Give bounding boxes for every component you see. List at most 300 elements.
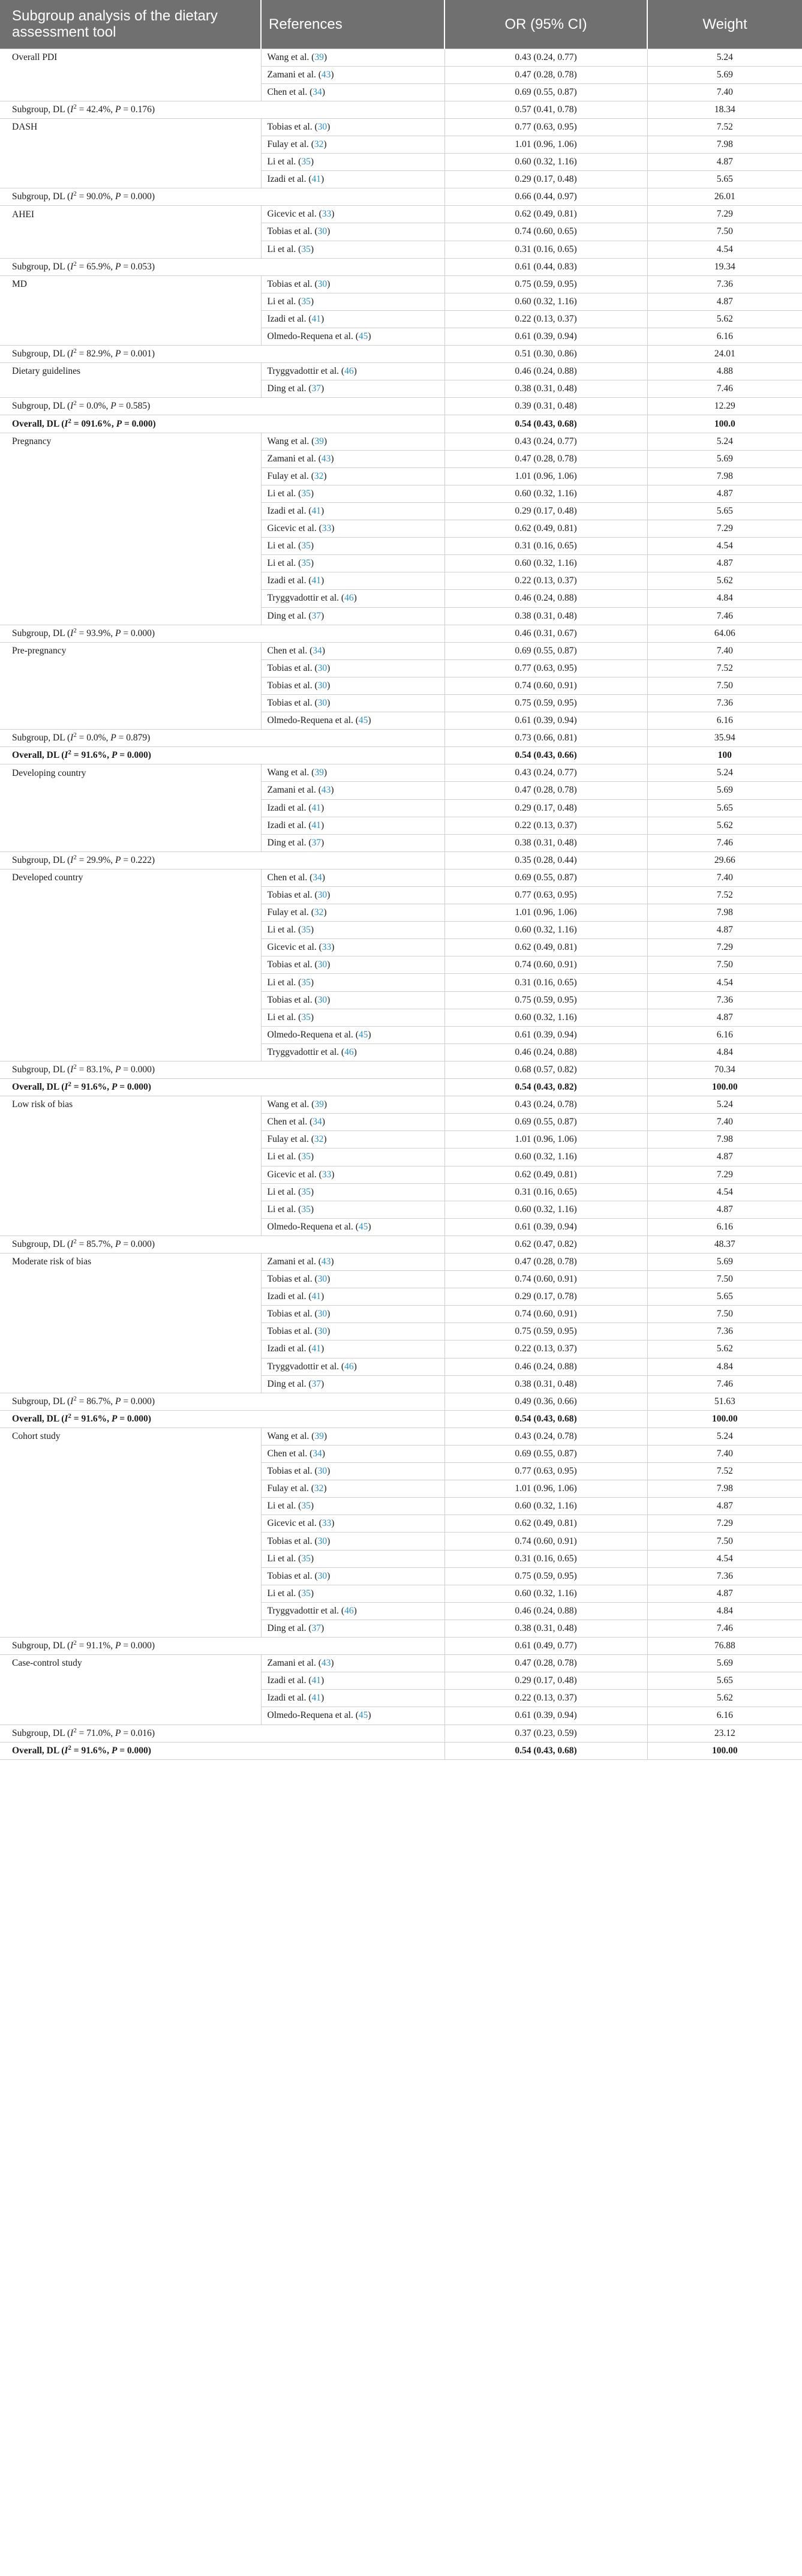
subgroup-summary-label: Subgroup, DL ($I^2 = 71.0\%$, P = 0.016) — [0, 1725, 444, 1742]
reference-link[interactable]: 34 — [313, 86, 322, 97]
reference-link[interactable]: 39 — [314, 1099, 324, 1110]
reference-author: Izadi et al. — [267, 1344, 307, 1354]
reference-author: Zamani et al. — [267, 69, 316, 80]
reference-cell — [261, 485, 444, 502]
odds-ratio-cell: 0.37 (0.23, 0.59) — [444, 1725, 647, 1742]
reference-link[interactable]: 35 — [301, 541, 311, 551]
subgroup-label-empty — [0, 223, 261, 241]
reference-paren: ( — [339, 1046, 345, 1057]
reference-link[interactable]: 43 — [321, 453, 331, 464]
reference-author: Li et al. — [267, 296, 296, 307]
reference-link[interactable]: 46 — [344, 1605, 354, 1616]
reference-paren: ) — [310, 488, 314, 499]
reference-cell — [261, 782, 444, 799]
odds-ratio-cell: 0.74 (0.60, 0.91) — [444, 956, 647, 974]
reference-link[interactable]: 41 — [311, 820, 322, 830]
subgroup-label: Pre-pregnancy — [0, 642, 261, 659]
reference-link[interactable]: 35 — [301, 296, 311, 307]
reference-link[interactable]: 45 — [358, 331, 368, 342]
reference-paren: ( — [312, 1326, 318, 1337]
table-row — [0, 834, 802, 851]
reference-cell — [261, 956, 444, 974]
reference-link[interactable]: 32 — [314, 1483, 324, 1494]
reference-link[interactable]: 30 — [317, 680, 328, 691]
reference-cell — [261, 1009, 444, 1026]
reference-link[interactable]: 35 — [301, 1186, 311, 1197]
reference-paren: ( — [296, 157, 302, 167]
reference-cell — [261, 1480, 444, 1498]
table-row — [0, 904, 802, 922]
reference-author: Tobias et al. — [267, 890, 313, 901]
reference-link[interactable]: 30 — [317, 226, 328, 237]
reference-link[interactable]: 35 — [301, 244, 311, 254]
reference-link[interactable]: 33 — [322, 209, 332, 220]
odds-ratio-cell: 0.38 (0.31, 0.48) — [444, 1620, 647, 1637]
reference-paren: ( — [307, 86, 313, 97]
subgroup-summary-row — [0, 625, 802, 642]
reference-link[interactable]: 30 — [317, 1536, 328, 1546]
reference-cell — [261, 799, 444, 817]
reference-link[interactable]: 43 — [321, 69, 331, 80]
reference-author: Zamani et al. — [267, 453, 316, 464]
reference-link[interactable]: 37 — [311, 1623, 322, 1633]
weight-cell: 7.40 — [647, 869, 802, 886]
reference-link[interactable]: 32 — [314, 1134, 324, 1145]
reference-author: Wang et al. — [267, 767, 310, 778]
reference-author: Tobias et al. — [267, 1326, 313, 1337]
reference-paren: ) — [331, 209, 335, 220]
reference-author: Tryggvadottir et al. — [267, 366, 340, 377]
reference-link[interactable]: 45 — [358, 715, 368, 726]
reference-paren: ( — [296, 296, 302, 307]
table-row — [0, 607, 802, 625]
reference-paren: ) — [323, 470, 327, 481]
reference-link[interactable]: 30 — [317, 890, 328, 901]
reference-link[interactable]: 37 — [311, 837, 322, 848]
reference-author: Li et al. — [267, 541, 296, 551]
weight-cell: 4.87 — [647, 293, 802, 310]
reference-author: Izadi et al. — [267, 1291, 307, 1302]
weight-cell: 5.69 — [647, 1253, 802, 1270]
odds-ratio-cell: 0.22 (0.13, 0.37) — [444, 572, 647, 590]
reference-link[interactable]: 35 — [301, 1553, 311, 1564]
reference-author: Zamani et al. — [267, 1256, 316, 1267]
reference-paren: ( — [316, 1256, 322, 1267]
table-row — [0, 1550, 802, 1567]
weight-cell: 7.36 — [647, 1323, 802, 1341]
reference-cell — [261, 1183, 444, 1201]
weight-cell: 12.29 — [647, 398, 802, 415]
reference-paren: ) — [331, 523, 335, 534]
reference-cell — [261, 118, 444, 136]
reference-author: Izadi et al. — [267, 1693, 307, 1704]
reference-link[interactable]: 34 — [313, 1117, 322, 1127]
weight-cell: 7.98 — [647, 904, 802, 922]
subgroup-label: Developing country — [0, 764, 261, 782]
reference-author: Izadi et al. — [267, 174, 307, 185]
table-row — [0, 1533, 802, 1550]
subgroup-summary-label: Subgroup, DL ($I^2 = 93.9\%$, P = 0.000) — [0, 625, 444, 642]
odds-ratio-cell: 0.61 (0.49, 0.77) — [444, 1638, 647, 1655]
weight-cell: 5.65 — [647, 1288, 802, 1306]
reference-link[interactable]: 30 — [317, 994, 328, 1005]
reference-author: Tobias et al. — [267, 662, 313, 673]
weight-cell: 100.0 — [647, 415, 802, 433]
reference-link[interactable]: 45 — [358, 1221, 368, 1232]
odds-ratio-cell: 0.29 (0.17, 0.48) — [444, 799, 647, 817]
odds-ratio-cell: 0.66 (0.44, 0.97) — [444, 188, 647, 206]
reference-link[interactable]: 39 — [314, 767, 324, 778]
odds-ratio-cell: 0.60 (0.32, 1.16) — [444, 1585, 647, 1602]
reference-paren: ) — [310, 1204, 314, 1214]
odds-ratio-cell: 0.54 (0.43, 0.68) — [444, 1410, 647, 1428]
reference-link[interactable]: 43 — [321, 1658, 331, 1669]
odds-ratio-cell: 0.46 (0.24, 0.88) — [444, 1602, 647, 1620]
subgroup-label-empty — [0, 1446, 261, 1463]
reference-link[interactable]: 30 — [317, 698, 328, 709]
reference-paren: ( — [309, 436, 315, 446]
subgroup-label-empty — [0, 572, 261, 590]
subgroup-summary-row — [0, 1235, 802, 1253]
reference-link[interactable]: 30 — [317, 1309, 328, 1320]
subgroup-label-empty — [0, 328, 261, 346]
reference-paren: ) — [323, 1483, 327, 1494]
table-row — [0, 1306, 802, 1323]
odds-ratio-cell: 0.47 (0.28, 0.78) — [444, 1253, 647, 1270]
weight-cell: 7.50 — [647, 956, 802, 974]
reference-author: Izadi et al. — [267, 820, 307, 830]
odds-ratio-cell: 0.31 (0.16, 0.65) — [444, 538, 647, 555]
reference-link[interactable]: 30 — [317, 1570, 328, 1581]
table-row — [0, 1375, 802, 1393]
table-row — [0, 223, 802, 241]
odds-ratio-cell: 0.77 (0.63, 0.95) — [444, 118, 647, 136]
reference-link[interactable]: 46 — [344, 1046, 354, 1057]
odds-ratio-cell: 1.01 (0.96, 1.06) — [444, 467, 647, 485]
odds-ratio-cell: 0.60 (0.32, 1.16) — [444, 293, 647, 310]
subgroup-label-empty — [0, 1166, 261, 1183]
reference-author: Fulay et al. — [267, 907, 309, 918]
reference-cell — [261, 1620, 444, 1637]
weight-cell: 5.62 — [647, 572, 802, 590]
reference-link[interactable]: 41 — [311, 1344, 322, 1354]
reference-link[interactable]: 41 — [311, 1693, 322, 1704]
reference-author: Tryggvadottir et al. — [267, 1361, 340, 1372]
reference-link[interactable]: 35 — [301, 1151, 311, 1162]
reference-link[interactable]: 46 — [344, 1361, 354, 1372]
reference-author: Chen et al. — [267, 1117, 308, 1127]
reference-cell — [261, 1533, 444, 1550]
subgroup-summary-row — [0, 101, 802, 118]
reference-link[interactable]: 46 — [344, 593, 354, 604]
reference-cell — [261, 1358, 444, 1375]
reference-link[interactable]: 35 — [301, 558, 311, 569]
reference-link[interactable]: 43 — [321, 785, 331, 796]
table-row — [0, 939, 802, 956]
odds-ratio-cell: 0.47 (0.28, 0.78) — [444, 450, 647, 467]
subgroup-label-empty — [0, 974, 261, 991]
reference-paren: ) — [323, 1134, 327, 1145]
reference-link[interactable]: 33 — [322, 1518, 332, 1529]
reference-paren: ( — [306, 1693, 312, 1704]
reference-link[interactable]: 41 — [311, 1675, 322, 1686]
reference-link[interactable]: 41 — [311, 1291, 322, 1302]
table-row — [0, 1271, 802, 1288]
reference-paren: ) — [323, 1431, 327, 1441]
weight-cell: 5.62 — [647, 1690, 802, 1707]
reference-link[interactable]: 39 — [314, 52, 324, 62]
reference-link[interactable]: 33 — [322, 942, 332, 953]
reference-link[interactable]: 35 — [301, 1204, 311, 1214]
reference-link[interactable]: 41 — [311, 313, 322, 324]
reference-link[interactable]: 33 — [322, 1169, 332, 1180]
weight-cell: 4.84 — [647, 1602, 802, 1620]
reference-author: Chen et al. — [267, 1449, 308, 1459]
weight-cell: 4.54 — [647, 1183, 802, 1201]
subgroup-label-empty — [0, 1480, 261, 1498]
reference-paren: ) — [310, 244, 314, 254]
reference-link[interactable]: 30 — [317, 1466, 328, 1477]
reference-link[interactable]: 35 — [301, 925, 311, 935]
reference-author: Fulay et al. — [267, 1134, 309, 1145]
reference-author: Li et al. — [267, 244, 296, 254]
reference-link[interactable]: 35 — [301, 1588, 311, 1599]
reference-author: Olmedo-Requena et al. — [267, 715, 353, 726]
subgroup-summary-label: Subgroup, DL ($I^2 = 85.7\%$, P = 0.000) — [0, 1235, 444, 1253]
reference-cell — [261, 922, 444, 939]
subgroup-label-empty — [0, 1288, 261, 1306]
reference-link[interactable]: 41 — [311, 505, 322, 516]
weight-cell: 4.87 — [647, 1009, 802, 1026]
reference-link[interactable]: 34 — [313, 872, 322, 883]
subgroup-label-empty — [0, 1043, 261, 1061]
table-row — [0, 171, 802, 188]
reference-cell — [261, 677, 444, 694]
reference-paren: ( — [308, 907, 314, 918]
reference-paren: ( — [309, 52, 315, 62]
odds-ratio-cell: 0.77 (0.63, 0.95) — [444, 1463, 647, 1480]
weight-cell: 100 — [647, 747, 802, 764]
reference-author: Li et al. — [267, 977, 296, 988]
subgroup-label: Moderate risk of bias — [0, 1253, 261, 1270]
reference-link[interactable]: 43 — [321, 1256, 331, 1267]
subgroup-summary-label: Subgroup, DL ($I^2 = 82.9\%$, P = 0.001) — [0, 346, 444, 363]
reference-paren: ( — [306, 1675, 312, 1686]
reference-author: Izadi et al. — [267, 1675, 307, 1686]
table-row — [0, 1690, 802, 1707]
reference-cell — [261, 939, 444, 956]
reference-link[interactable]: 45 — [358, 1710, 368, 1721]
subgroup-label-empty — [0, 939, 261, 956]
reference-paren: ) — [327, 959, 331, 970]
reference-cell — [261, 538, 444, 555]
table-row — [0, 136, 802, 153]
weight-cell: 48.37 — [647, 1235, 802, 1253]
reference-link[interactable]: 37 — [311, 1378, 322, 1389]
reference-paren: ) — [321, 313, 325, 324]
weight-cell: 4.87 — [647, 922, 802, 939]
reference-link[interactable]: 35 — [301, 1012, 311, 1022]
reference-cell — [261, 1148, 444, 1166]
header-or-ci: OR (95% CI) — [444, 0, 647, 49]
odds-ratio-cell: 0.60 (0.32, 1.16) — [444, 154, 647, 171]
reference-link[interactable]: 35 — [301, 488, 311, 499]
subgroup-label-empty — [0, 241, 261, 258]
odds-ratio-cell: 0.62 (0.49, 0.81) — [444, 1166, 647, 1183]
reference-paren: ) — [331, 1658, 334, 1669]
reference-link[interactable]: 30 — [317, 959, 328, 970]
reference-author: Fulay et al. — [267, 1483, 309, 1494]
table-row — [0, 1655, 802, 1672]
reference-paren: ( — [306, 383, 312, 394]
weight-cell: 5.24 — [647, 49, 802, 66]
odds-ratio-cell: 0.22 (0.13, 0.37) — [444, 310, 647, 328]
odds-ratio-cell: 0.38 (0.31, 0.48) — [444, 834, 647, 851]
reference-link[interactable]: 30 — [317, 1326, 328, 1337]
reference-author: Tobias et al. — [267, 1570, 313, 1581]
table-row — [0, 1480, 802, 1498]
weight-cell: 6.16 — [647, 328, 802, 346]
table-row — [0, 1131, 802, 1148]
odds-ratio-cell: 0.29 (0.17, 0.48) — [444, 171, 647, 188]
subgroup-summary-row — [0, 188, 802, 206]
reference-link[interactable]: 30 — [317, 121, 328, 132]
subgroup-summary-row — [0, 1393, 802, 1410]
reference-link[interactable]: 35 — [301, 157, 311, 167]
reference-link[interactable]: 32 — [314, 907, 324, 918]
odds-ratio-cell: 0.74 (0.60, 0.91) — [444, 1306, 647, 1323]
reference-paren: ) — [310, 1553, 314, 1564]
reference-paren: ( — [306, 505, 312, 516]
weight-cell: 7.98 — [647, 1480, 802, 1498]
reference-paren: ) — [323, 52, 327, 62]
reference-link[interactable]: 41 — [311, 575, 322, 586]
weight-cell: 6.16 — [647, 712, 802, 730]
reference-link[interactable]: 30 — [317, 1274, 328, 1285]
reference-author: Izadi et al. — [267, 802, 307, 813]
odds-ratio-cell: 0.39 (0.31, 0.48) — [444, 398, 647, 415]
reference-paren: ) — [322, 645, 325, 656]
subgroup-label-empty — [0, 590, 261, 607]
reference-cell — [261, 520, 444, 538]
reference-paren: ( — [312, 959, 318, 970]
subgroup-label: DASH — [0, 118, 261, 136]
odds-ratio-cell: 0.74 (0.60, 0.91) — [444, 1271, 647, 1288]
reference-link[interactable]: 37 — [311, 383, 322, 394]
reference-paren: ( — [306, 837, 312, 848]
reference-author: Gicevic et al. — [267, 209, 317, 220]
reference-link[interactable]: 45 — [358, 1029, 368, 1040]
subgroup-label-empty — [0, 380, 261, 398]
table-row — [0, 1114, 802, 1131]
odds-ratio-cell: 0.69 (0.55, 0.87) — [444, 1114, 647, 1131]
reference-link[interactable]: 35 — [301, 977, 311, 988]
reference-link[interactable]: 30 — [317, 662, 328, 673]
reference-paren: ( — [308, 1483, 314, 1494]
odds-ratio-cell: 0.31 (0.16, 0.65) — [444, 1550, 647, 1567]
subgroup-summary-row — [0, 258, 802, 275]
reference-link[interactable]: 39 — [314, 1431, 324, 1441]
table-row — [0, 642, 802, 659]
subgroup-label-empty — [0, 1690, 261, 1707]
reference-link[interactable]: 34 — [313, 645, 322, 656]
reference-link[interactable]: 37 — [311, 610, 322, 621]
reference-link[interactable]: 30 — [317, 278, 328, 289]
reference-author: Li et al. — [267, 925, 296, 935]
table-row — [0, 1341, 802, 1358]
reference-link[interactable]: 46 — [344, 366, 354, 377]
reference-cell — [261, 1550, 444, 1567]
reference-paren: ( — [316, 1518, 322, 1529]
reference-paren: ( — [296, 1588, 302, 1599]
reference-paren: ) — [353, 366, 357, 377]
overall-label: Overall, DL ($I^2 = 91.6\%$, P = 0.000) — [0, 1742, 444, 1759]
reference-link[interactable]: 35 — [301, 1501, 311, 1512]
reference-cell — [261, 467, 444, 485]
reference-author: Ding et al. — [267, 1378, 307, 1389]
subgroup-label-empty — [0, 1323, 261, 1341]
subgroup-summary-label: Subgroup, DL ($I^2 = 91.1\%$, P = 0.000) — [0, 1638, 444, 1655]
reference-link[interactable]: 33 — [322, 523, 332, 534]
odds-ratio-cell: 0.60 (0.32, 1.16) — [444, 922, 647, 939]
subgroup-label: MD — [0, 275, 261, 293]
reference-link[interactable]: 32 — [314, 139, 324, 150]
table-row — [0, 1043, 802, 1061]
table-row — [0, 659, 802, 677]
reference-author: Li et al. — [267, 1151, 296, 1162]
reference-cell — [261, 904, 444, 922]
subgroup-label: Case-control study — [0, 1655, 261, 1672]
reference-paren: ) — [331, 1518, 335, 1529]
reference-cell — [261, 49, 444, 66]
subgroup-summary-label: Subgroup, DL ($I^2 = 0.0\%$, P = 0.585) — [0, 398, 444, 415]
reference-link[interactable]: 34 — [313, 1449, 322, 1459]
reference-cell — [261, 1602, 444, 1620]
reference-cell — [261, 1672, 444, 1690]
reference-link[interactable]: 41 — [311, 802, 322, 813]
table-row — [0, 590, 802, 607]
odds-ratio-cell: 0.43 (0.24, 0.77) — [444, 49, 647, 66]
reference-paren: ) — [310, 157, 314, 167]
subgroup-label-empty — [0, 136, 261, 153]
reference-paren: ( — [306, 1623, 312, 1633]
odds-ratio-cell: 0.77 (0.63, 0.95) — [444, 659, 647, 677]
weight-cell: 100.00 — [647, 1079, 802, 1096]
reference-paren: ( — [306, 313, 312, 324]
subgroup-label-empty — [0, 1026, 261, 1043]
reference-paren: ( — [296, 1151, 302, 1162]
weight-cell: 6.16 — [647, 1026, 802, 1043]
reference-paren: ) — [353, 593, 357, 604]
weight-cell: 7.46 — [647, 834, 802, 851]
table-row — [0, 1253, 802, 1270]
subgroup-summary-label: Subgroup, DL ($I^2 = 42.4\%$, P = 0.176) — [0, 101, 444, 118]
weight-cell: 7.40 — [647, 1446, 802, 1463]
reference-link[interactable]: 39 — [314, 436, 324, 446]
odds-ratio-cell: 0.60 (0.32, 1.16) — [444, 485, 647, 502]
odds-ratio-cell: 0.22 (0.13, 0.37) — [444, 817, 647, 834]
reference-link[interactable]: 41 — [311, 174, 322, 185]
reference-author: Li et al. — [267, 1012, 296, 1022]
table-row — [0, 1463, 802, 1480]
reference-paren: ) — [331, 1256, 334, 1267]
reference-link[interactable]: 32 — [314, 470, 324, 481]
header-references: References — [261, 0, 444, 49]
reference-author: Li et al. — [267, 1204, 296, 1214]
reference-cell — [261, 1463, 444, 1480]
odds-ratio-cell: 0.75 (0.59, 0.95) — [444, 694, 647, 712]
subgroup-label: AHEI — [0, 206, 261, 223]
